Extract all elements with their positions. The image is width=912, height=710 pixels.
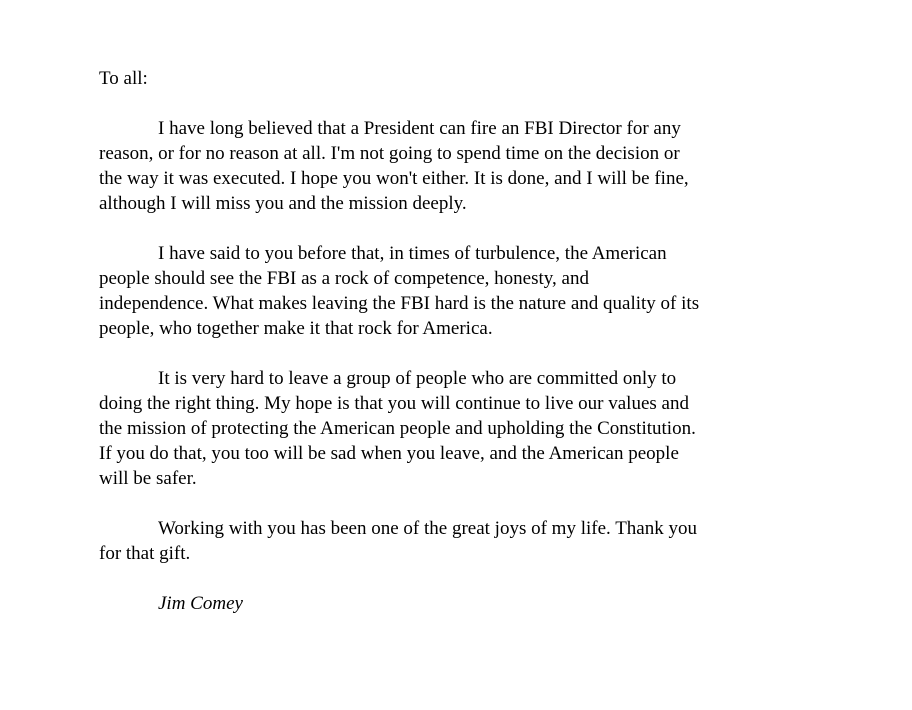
paragraph-line: people should see the FBI as a rock of competence, honesty, and — [99, 268, 589, 289]
paragraph-line: Working with you has been one of the great joys of my life. Thank you — [158, 518, 697, 539]
paragraph-line: independence. What makes leaving the FBI hard is the nature and quality of its — [99, 293, 700, 314]
paragraph-spacer — [99, 91, 819, 116]
paragraph-1 — [99, 116, 819, 216]
letter-page — [99, 66, 819, 616]
paragraph-line: people, who together make it that rock for America. — [99, 318, 493, 339]
paragraph-spacer — [99, 491, 819, 516]
paragraph-spacer — [99, 216, 819, 241]
paragraph-line: I have said to you before that, in times of turbulence, the American — [158, 243, 667, 264]
paragraph-line: doing the right thing. My hope is that you will continue to live our values and — [99, 393, 689, 414]
paragraph-line: will be safer. — [99, 468, 197, 489]
paragraph-line: for that gift. — [99, 543, 191, 564]
paragraph-line: I have long believed that a President can fire an FBI Director for any — [158, 118, 681, 139]
paragraph-spacer — [99, 341, 819, 366]
paragraph-3 — [99, 366, 819, 491]
paragraph-line: It is very hard to leave a group of people who are committed only to — [158, 368, 677, 389]
paragraph-spacer — [99, 566, 819, 591]
paragraph-4 — [99, 516, 819, 566]
salutation: To all: — [99, 68, 148, 89]
paragraph-line: reason, or for no reason at all. I'm not going to spend time on the decision or — [99, 143, 680, 164]
paragraph-line: although I will miss you and the mission deeply. — [99, 193, 467, 214]
paragraph-line: If you do that, you too will be sad when you leave, and the American people — [99, 443, 679, 464]
paragraph-line: the mission of protecting the American people and upholding the Constitution. — [99, 418, 696, 439]
signature: Jim Comey — [158, 593, 243, 614]
paragraph-2 — [99, 241, 819, 341]
paragraph-line: the way it was executed. I hope you won't either. It is done, and I will be fine, — [99, 168, 689, 189]
